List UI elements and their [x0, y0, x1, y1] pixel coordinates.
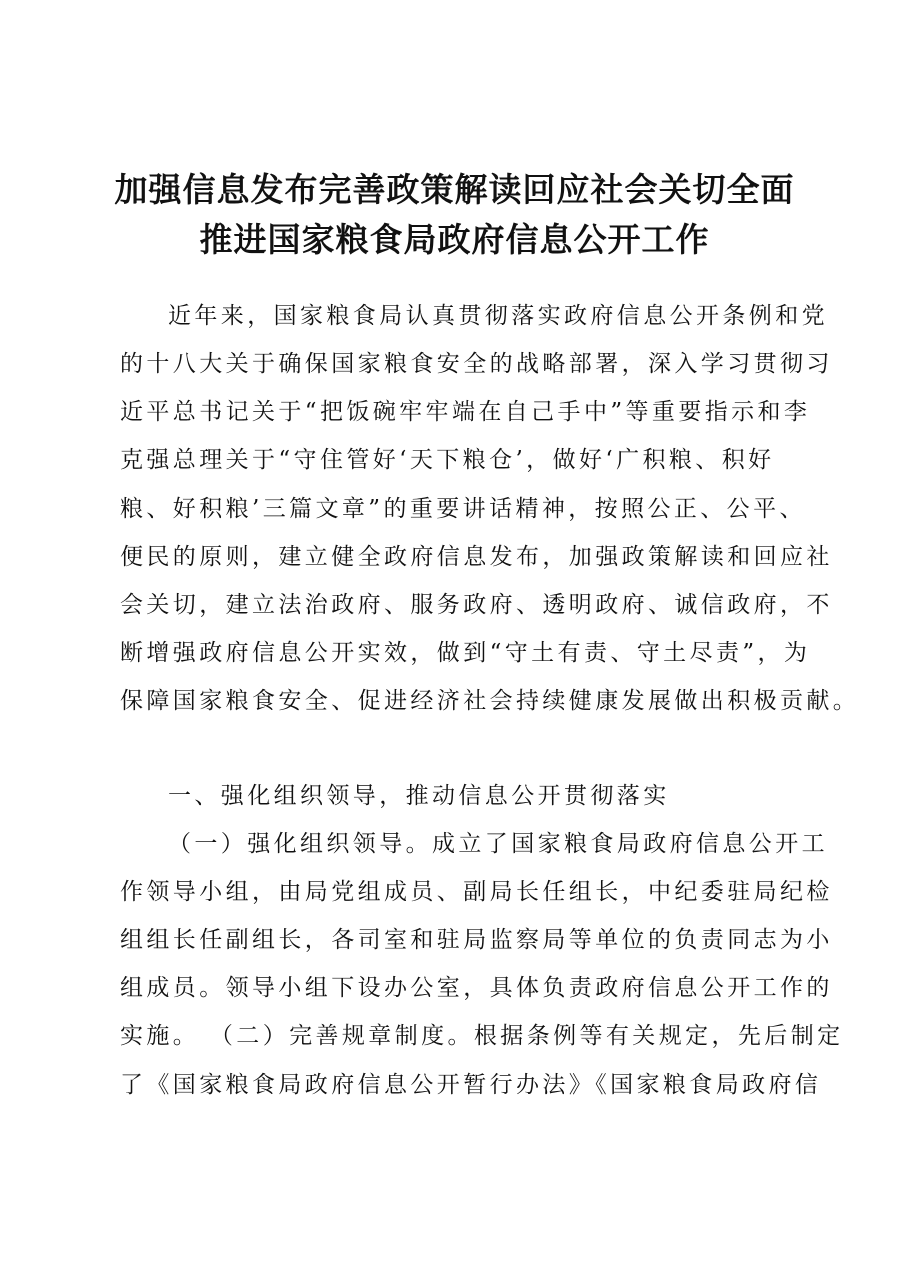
- document-title-line-2: 推进国家粮食局政府信息公开工作: [199, 220, 710, 259]
- intro-line-5: 粮、好积粮’三篇文章”的重要讲话精神，按照公正、公平、: [120, 496, 806, 522]
- intro-line-9: 保障国家粮食安全、促进经济社会持续健康发展做出积极贡献。: [120, 688, 860, 714]
- intro-line-8: 断增强政府信息公开实效，做到“守土有责、守土尽责”，为: [120, 640, 811, 666]
- section-heading: 一、强化组织领导，推动信息公开贯彻落实: [168, 783, 670, 809]
- section-line-4: 组成员。领导小组下设办公室，具体负责政府信息公开工作的: [120, 975, 833, 1001]
- intro-line-4: 克强总理关于“守住管好‘天下粮仓’，做好‘广积粮、积好: [120, 447, 775, 473]
- intro-line-2: 的十八大关于确保国家粮食安全的战略部署，深入学习贯彻习: [120, 351, 833, 377]
- intro-line-1: 近年来，国家粮食局认真贯彻落实政府信息公开条例和党: [168, 303, 828, 329]
- section-line-6: 了《国家粮食局政府信息公开暂行办法》《国家粮食局政府信: [120, 1072, 822, 1098]
- section-line-2: 作领导小组，由局党组成员、副局长任组长，中纪委驻局纪检: [120, 879, 833, 905]
- intro-line-3: 近平总书记关于“把饭碗牢牢端在自己手中”等重要指示和李: [120, 399, 811, 425]
- section-line-3: 组组长任副组长，各司室和驻局监察局等单位的负责同志为小: [120, 927, 833, 953]
- section-line-5: 实施。 （二）完善规章制度。根据条例等有关规定，先后制定: [120, 1023, 844, 1049]
- intro-line-6: 便民的原则，建立健全政府信息发布，加强政策解读和回应社: [120, 544, 833, 570]
- intro-line-7: 会关切，建立法治政府、服务政府、透明政府、诚信政府，不: [120, 592, 833, 618]
- section-line-1: （一）强化组织领导。成立了国家粮食局政府信息公开工: [168, 831, 828, 857]
- document-title-line-1: 加强信息发布完善政策解读回应社会关切全面: [114, 170, 795, 209]
